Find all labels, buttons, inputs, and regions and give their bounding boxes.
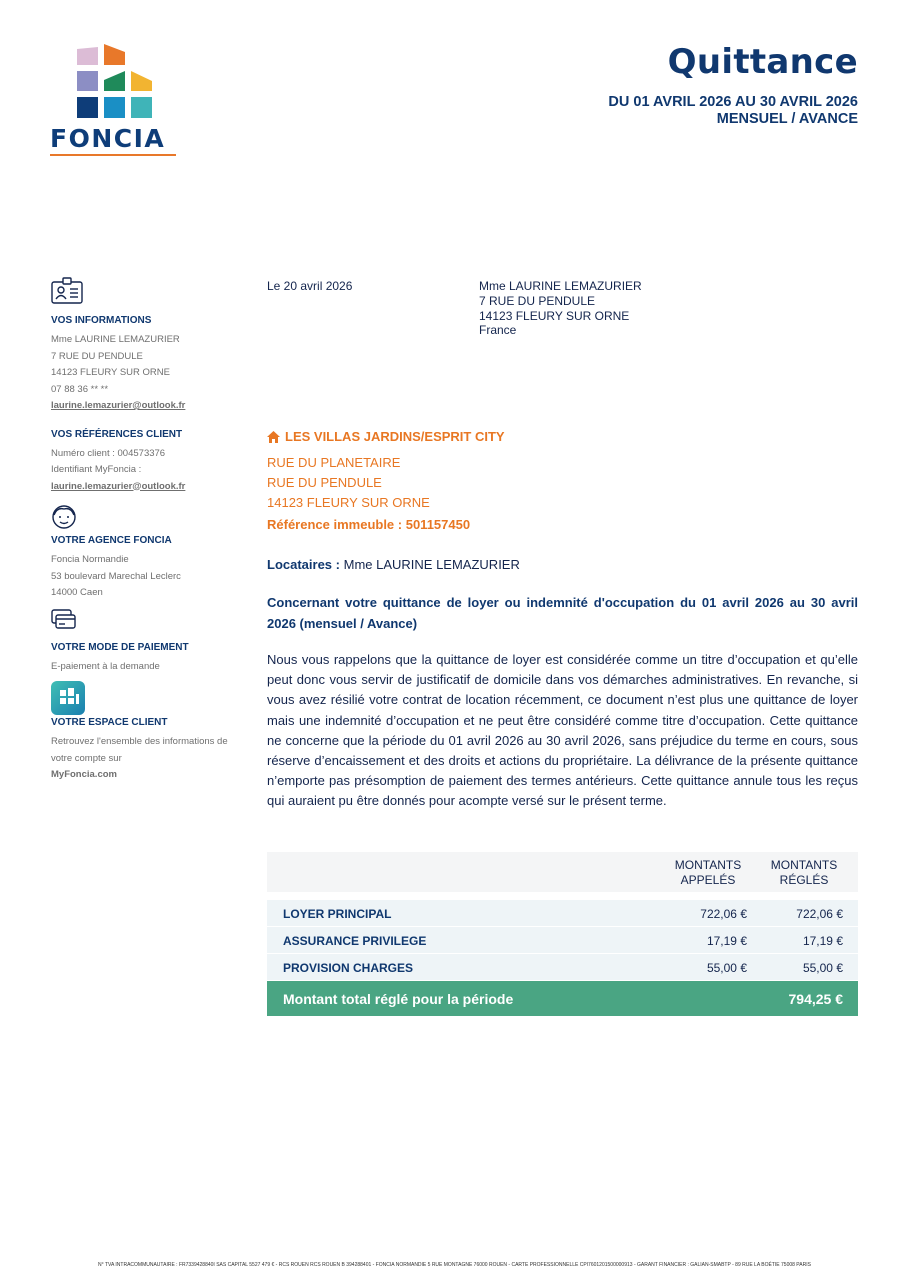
- residence-address-2: RUE DU PENDULE: [267, 475, 382, 490]
- recipient-address: [479, 279, 642, 338]
- foncia-logo-mark-icon: [77, 44, 153, 120]
- info-email-link[interactable]: laurine.lemazurier@outlook.fr: [51, 400, 186, 411]
- row-paid: 722,06 €: [796, 907, 843, 921]
- header-called-line2: APPELÉS: [680, 873, 736, 887]
- table-total-row: [267, 981, 858, 1016]
- info-name: Mme LAURINE LEMAZURIER: [51, 334, 180, 345]
- agency-heading: VOTRE AGENCE FONCIA: [51, 535, 172, 546]
- recipient-city: 14123 FLEURY SUR ORNE: [479, 308, 630, 323]
- letter-body: Nous vous rappelons que la quittance de loyer est considérée comme un titre d’occupation et qu’elle peut donc vous servir de justificatif de domicile dans vos démarches administratives. En revanche, si vous avez résilié votre contrat de location récemment, ce document n’est plus une quittance de loyer mais une indemnité d’occupation et ne peut être considéré comme titre d’occupation. Cette quittance ne concerne que la période du 01 avril 2026 au 30 avril 2026, sans préjudice du terme en cours, sous réserve d’encaissement et des droits et actions du propriétaire. La délivrance de la présente quittance n’emporte pas présomption de paiement des termes antérieurs. Cette quittance annule tous les reçus qui auraient pu être donnés pour acompte versé sur le présent terme.: [267, 652, 858, 809]
- row-label: ASSURANCE PRIVILEGE: [283, 934, 427, 948]
- document-title: Quittance: [667, 42, 858, 82]
- header-called-line1: MONTANTS: [674, 858, 742, 872]
- residence-address-1: RUE DU PLANETAIRE: [267, 455, 401, 470]
- agent-face-icon: [51, 503, 77, 531]
- recipient-name: Mme LAURINE LEMAZURIER: [479, 279, 642, 293]
- client-space-text: Retrouvez l'ensemble des informations de votre compte sur: [51, 736, 228, 764]
- myfoncia-app-icon[interactable]: [51, 681, 85, 715]
- refs-client-number: Numéro client : 004573376: [51, 447, 166, 459]
- document-title-block: [608, 42, 858, 128]
- residence-reference: Référence immeuble : 501157450: [267, 517, 471, 532]
- residence-name: LES VILLAS JARDINS/ESPRIT CITY: [285, 429, 505, 444]
- refs-myfoncia-id-link[interactable]: laurine.lemazurier@outlook.fr: [51, 480, 186, 492]
- header-paid-line1: MONTANTS: [770, 858, 838, 872]
- header-paid: [763, 858, 845, 888]
- document-mode: MENSUEL / AVANCE: [716, 111, 858, 127]
- tenants-value: Mme LAURINE LEMAZURIER: [343, 557, 520, 572]
- header-paid-line2: RÉGLÉS: [779, 873, 829, 887]
- sidebar: [51, 277, 251, 784]
- header-called: [667, 858, 749, 888]
- legal-footer: N° TVA INTRACOMMUNAUTAIRE : FR7339428840I SAS CAPITAL 5527 479 € - RCS ROUEN RCS ROUEN B 394288401 - FONCIA NORMANDIE 5 RUE MONTAGNE 76000 ROUEN - CARTE PROFESSIONNELLE CPI7601201500000913 - GARANT FINANCIER : GALIAN-SMABTP - 89 RUE LA BOÉTIE 75008 PARIS: [98, 1262, 811, 1268]
- id-card-icon: [51, 277, 83, 305]
- amounts-table: [267, 852, 858, 1016]
- info-phone: 07 88 36 ** **: [51, 383, 109, 395]
- info-city: 14123 FLEURY SUR ORNE: [51, 367, 170, 378]
- total-value: 794,25 €: [788, 991, 843, 1007]
- foncia-logo: [50, 44, 180, 159]
- table-row: [267, 927, 858, 954]
- agency-city: 14000 Caen: [51, 587, 103, 598]
- payment-mode: E-paiement à la demande: [51, 660, 160, 672]
- row-paid: 55,00 €: [802, 961, 843, 975]
- credit-cards-icon: [51, 608, 77, 630]
- payment-heading: VOTRE MODE DE PAIEMENT: [51, 641, 189, 653]
- letter-subject: Concernant votre quittance de loyer ou indemnité d'occupation du 01 avril 2026 au 30 avril 2026 (mensuel / Avance): [267, 595, 858, 631]
- logo-wordmark: FONCIA: [50, 124, 166, 153]
- row-label: PROVISION CHARGES: [283, 961, 414, 975]
- client-space-heading: VOTRE ESPACE CLIENT: [51, 717, 168, 728]
- table-row: [267, 900, 858, 927]
- agency-name: Foncia Normandie: [51, 554, 129, 565]
- home-icon: [267, 431, 280, 443]
- letter-date: Le 20 avril 2026: [267, 279, 353, 293]
- tenants-line: [267, 557, 520, 572]
- row-label: LOYER PRINCIPAL: [283, 907, 392, 921]
- logo-underline: [50, 154, 176, 156]
- refs-myfoncia-label: Identifiant MyFoncia :: [51, 464, 142, 475]
- residence-block: [267, 429, 858, 532]
- myfoncia-link[interactable]: MyFoncia.com: [51, 769, 117, 780]
- recipient-country: France: [479, 323, 517, 338]
- document-period: DU 01 AVRIL 2026 AU 30 AVRIL 2026: [608, 94, 858, 110]
- refs-heading: VOS RÉFÉRENCES CLIENT: [51, 428, 183, 440]
- row-called: 55,00 €: [706, 961, 747, 975]
- row-called: 722,06 €: [700, 907, 747, 921]
- table-header: [267, 852, 858, 892]
- info-heading: VOS INFORMATIONS: [51, 315, 152, 326]
- recipient-street: 7 RUE DU PENDULE: [479, 293, 596, 308]
- row-paid: 17,19 €: [802, 934, 843, 948]
- row-called: 17,19 €: [706, 934, 747, 948]
- table-row: [267, 954, 858, 981]
- total-label: Montant total réglé pour la période: [283, 991, 514, 1007]
- residence-address-3: 14123 FLEURY SUR ORNE: [267, 495, 430, 510]
- tenants-label: Locataires :: [267, 557, 340, 572]
- agency-street: 53 boulevard Marechal Leclerc: [51, 570, 181, 582]
- residence-title: [267, 429, 858, 444]
- info-street: 7 RUE DU PENDULE: [51, 350, 143, 362]
